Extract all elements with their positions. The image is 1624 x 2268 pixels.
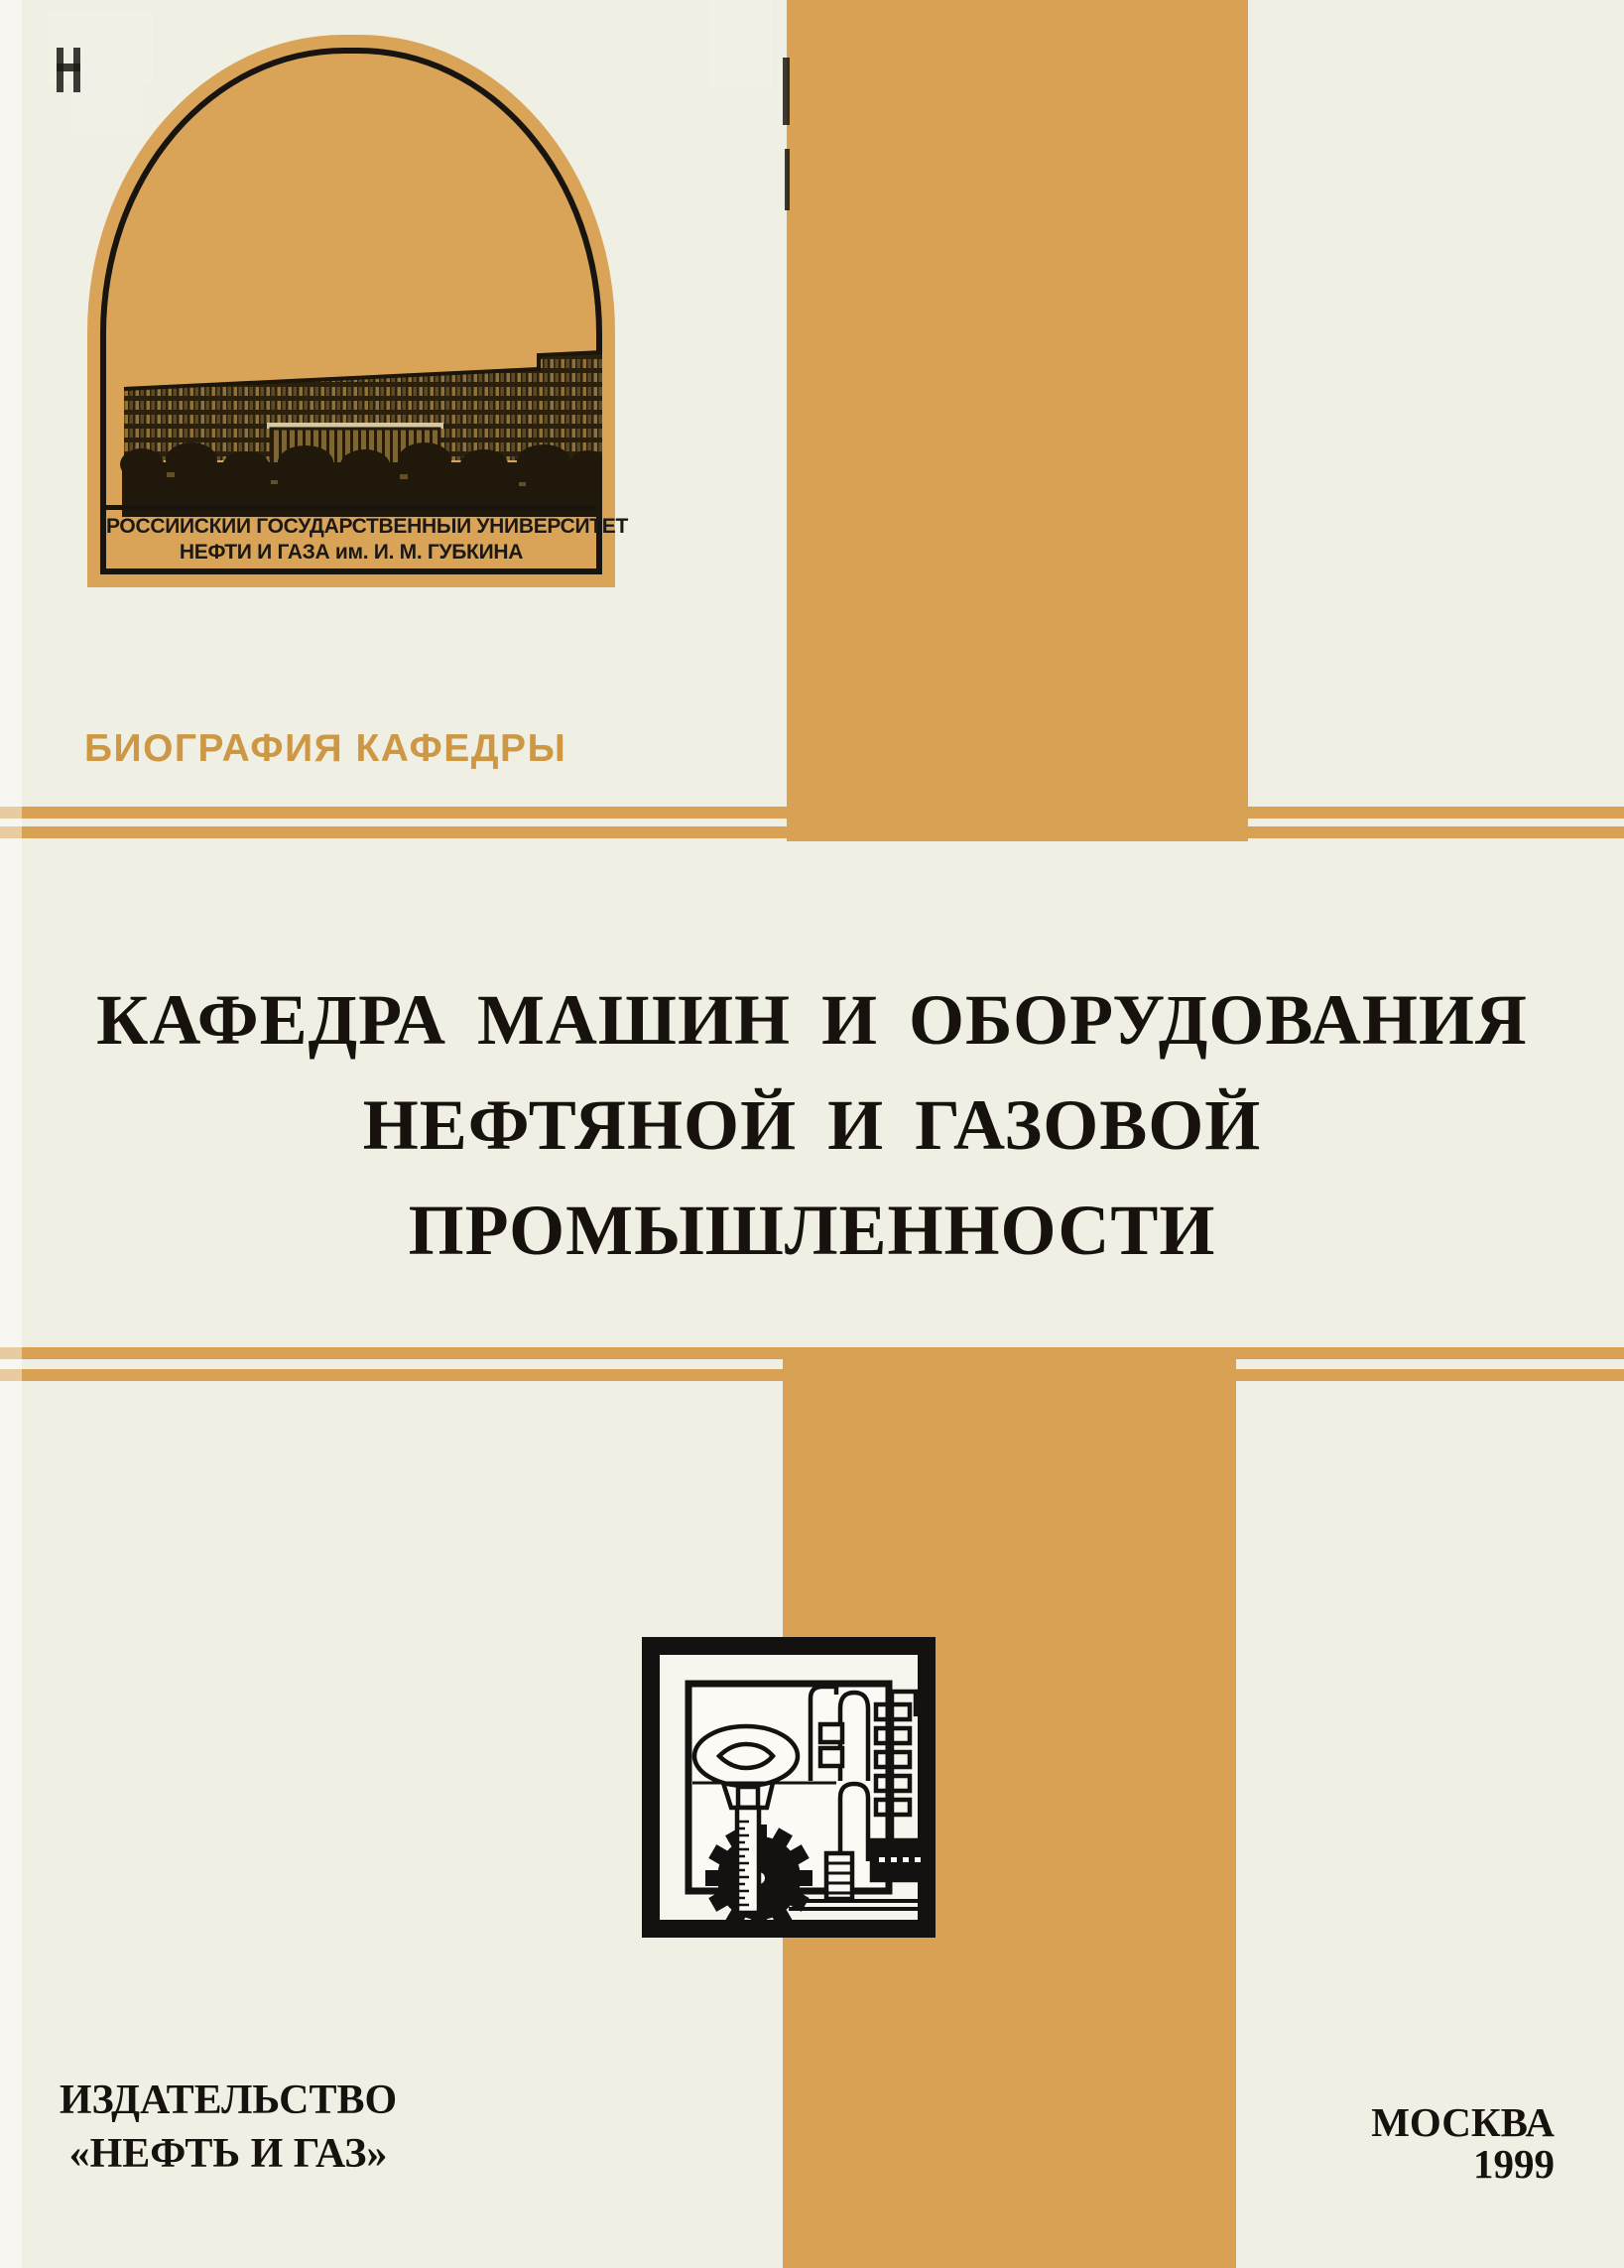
title-line-1: КАФЕДРА МАШИН И ОБОРУДОВАНИЯ (96, 980, 1528, 1060)
university-emblem-outline (100, 48, 629, 574)
book-title (0, 967, 1624, 1283)
publisher-line-1: ИЗДАТЕЛЬСТВО (59, 2078, 398, 2123)
title-line-3: ПРОМЫШЛЕННОСТИ (408, 1191, 1216, 1270)
scan-artifact-smudge (57, 63, 80, 71)
imprint-year: 1999 (1473, 2141, 1555, 2187)
university-name-line-2: НЕФТИ И ГАЗА им. И. М. ГУБКИНА (179, 541, 524, 564)
scan-artifact-patch (710, 0, 772, 87)
university-name-line-1: РОССИЙСКИЙ ГОСУДАРСТВЕННЫЙ УНИВЕРСИТЕТ (106, 515, 629, 538)
ruler-stem (737, 1808, 759, 1913)
publisher-line-2: «НЕФТЬ И ГАЗ» (68, 2131, 388, 2177)
scan-artifact-smudge (785, 149, 790, 210)
scan-edge-strip (0, 0, 22, 2268)
scan-artifact-smudge (783, 58, 790, 125)
university-emblem (87, 35, 629, 587)
publisher-block (38, 2074, 419, 2181)
university-name-plate (106, 505, 629, 568)
imprint-city: МОСКВА (1371, 2099, 1555, 2145)
scan-artifact-patch (69, 55, 145, 140)
imprint-block (1237, 2101, 1555, 2185)
title-line-2: НЕФТЯНОЙ И ГАЗОВОЙ (362, 1085, 1262, 1165)
series-label: БИОГРАФИЯ КАФЕДРЫ (84, 727, 567, 770)
university-building-illustration (112, 343, 602, 517)
department-emblem (642, 1637, 936, 1938)
accent-stripe-top (787, 0, 1248, 841)
